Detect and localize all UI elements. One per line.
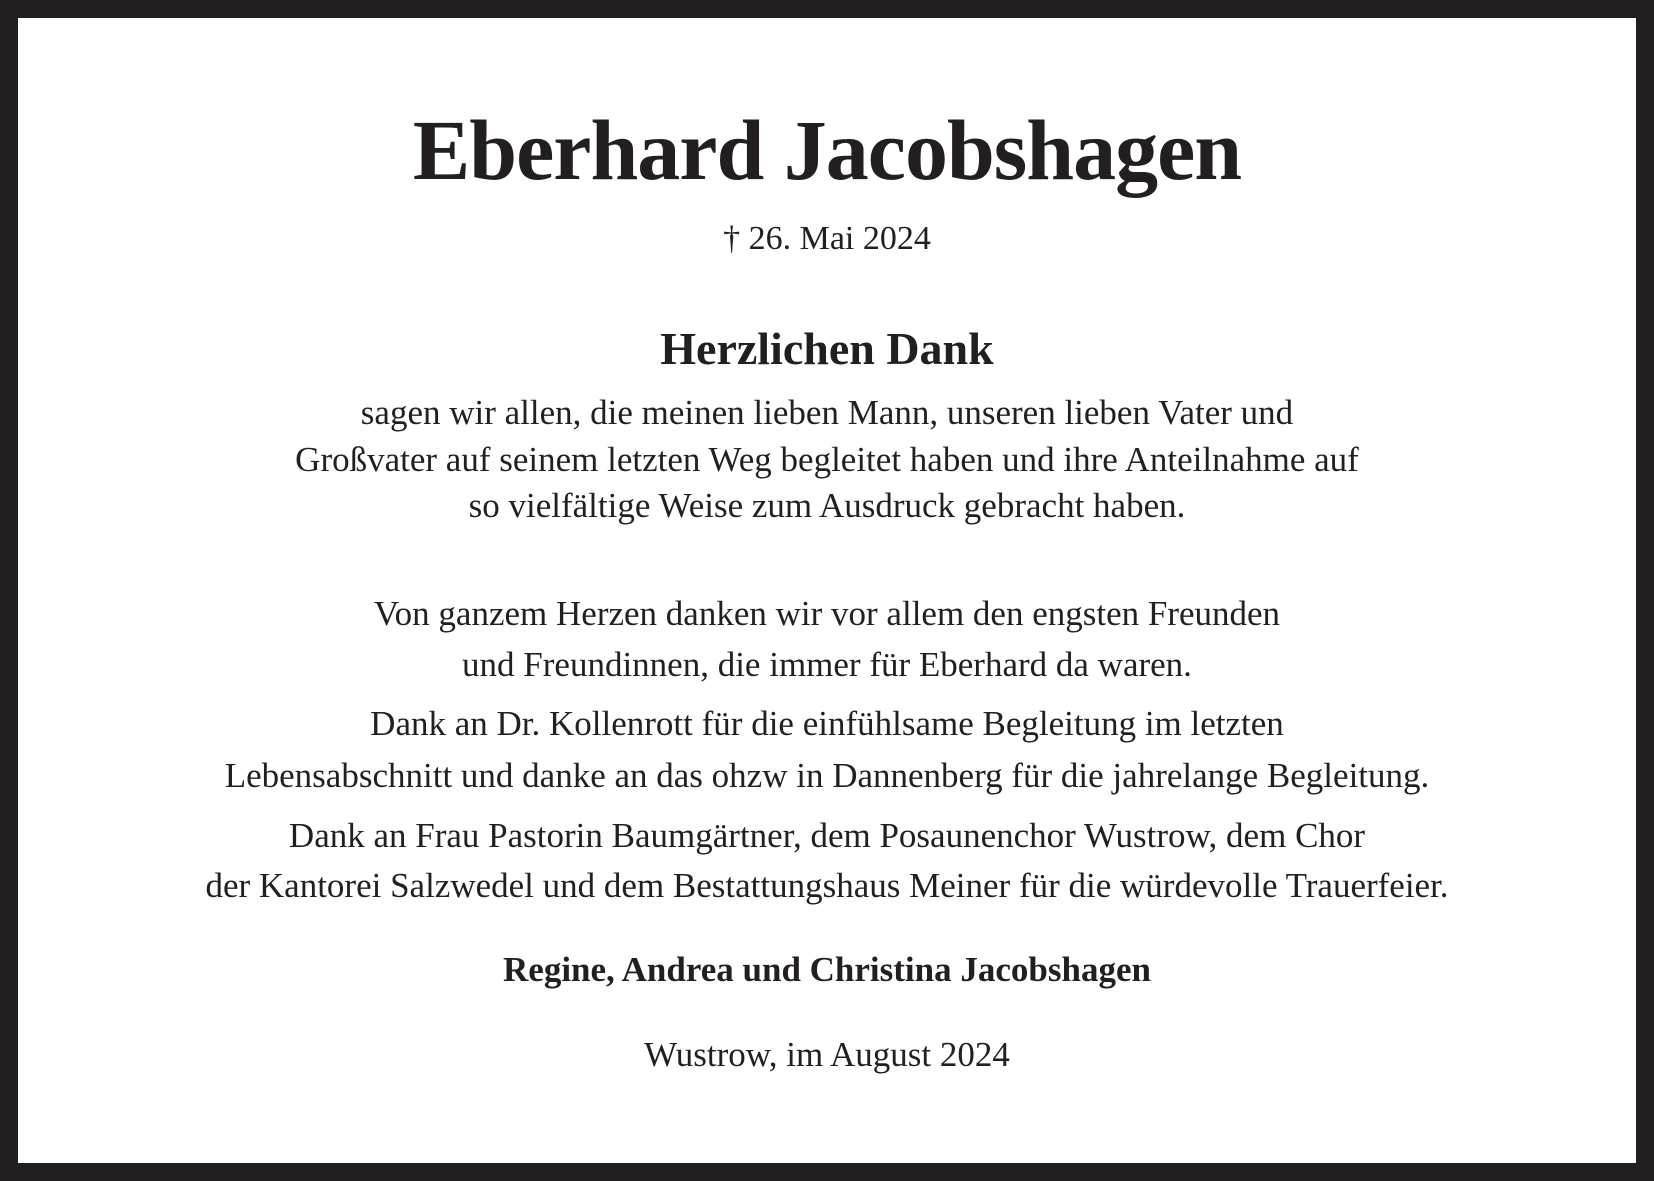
thanks-heading: Herzlichen Dank: [660, 323, 994, 374]
paragraph-1-line-2: Großvater auf seinem letzten Weg begleitet haben und ihre Anteilnahme auf: [295, 440, 1359, 479]
paragraph-3-line-2: Lebensabschnitt und danke an das ohzw in Dannenberg für die jahrelange Begleitung.: [224, 756, 1430, 795]
paragraph-2-line-2: und Freundinnen, die immer für Eberhard da waren.: [462, 645, 1192, 684]
paragraph-4-line-1: Dank an Frau Pastorin Baumgärtner, dem Posaunenchor Wustrow, dem Chor: [288, 816, 1366, 855]
place-and-date: Wustrow, im August 2024: [644, 1035, 1010, 1074]
deceased-name: Eberhard Jacobshagen: [412, 102, 1242, 198]
paragraph-1-line-3: so vielfältige Weise zum Ausdruck gebracht haben.: [468, 486, 1186, 525]
paragraph-3-line-1: Dank an Dr. Kollenrott für die einfühlsame Begleitung im letzten: [370, 704, 1284, 743]
paragraph-1-line-1: sagen wir allen, die meinen lieben Mann, unseren lieben Vater und: [360, 393, 1294, 432]
death-date: † 26. Mai 2024: [723, 220, 931, 257]
signature: Regine, Andrea und Christina Jacobshagen: [503, 950, 1151, 989]
paragraph-4-line-2: der Kantorei Salzwedel und dem Bestattungshaus Meiner für die würdevolle Trauerfeier.: [205, 866, 1449, 905]
paragraph-2-line-1: Von ganzem Herzen danken wir vor allem den engsten Freunden: [373, 594, 1281, 633]
